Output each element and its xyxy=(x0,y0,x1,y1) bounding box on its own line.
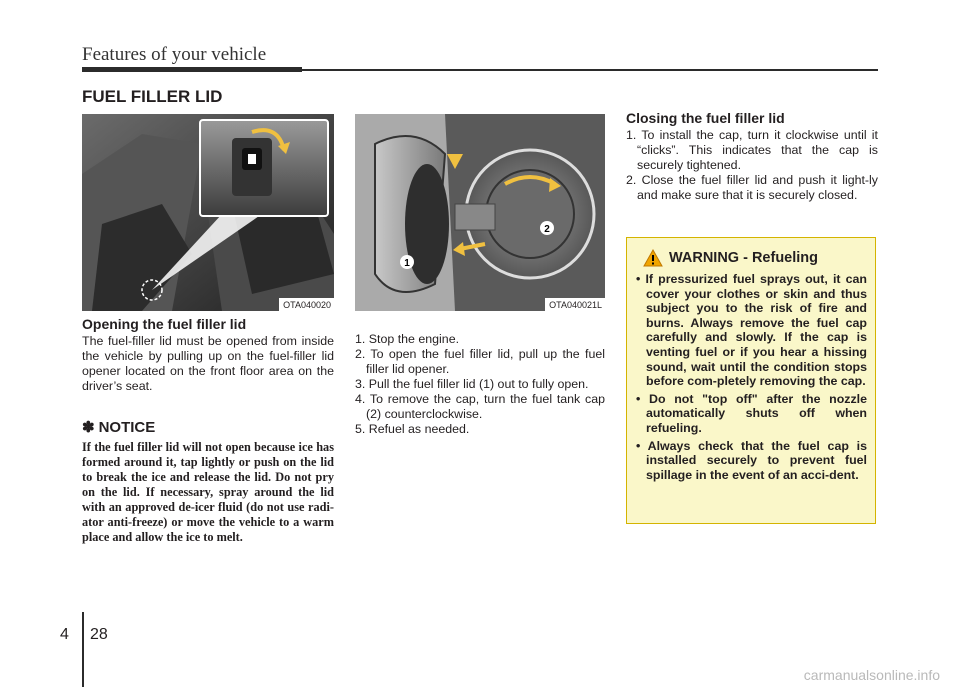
warning-heading xyxy=(643,249,875,267)
warning-list xyxy=(633,272,867,482)
header-rule xyxy=(300,69,878,71)
step-item: 3. Pull the fuel filler lid (1) out to fully open. xyxy=(355,377,589,391)
chapter-number: 4 xyxy=(60,626,69,643)
fuel-lid-photo xyxy=(355,114,605,311)
step-item: 2. Close the fuel filler lid and push it light-ly and make sure that it is securely closed. xyxy=(626,173,878,202)
step-item: 2. To open the fuel filler lid, pull up the fuel filler lid opener. xyxy=(355,347,605,376)
closing-section xyxy=(626,110,878,203)
opening-body: The fuel-filler lid must be opened from inside the vehicle by pulling up on the fuel-filler lid opener located on the front floor area on the driver’s seat. xyxy=(82,334,334,393)
fuel-opener-illustration xyxy=(82,114,334,311)
fuel-lid-illustration xyxy=(355,114,605,311)
warning-box xyxy=(626,237,876,524)
page-number: 28 xyxy=(90,626,108,643)
opening-heading: Opening the fuel filler lid xyxy=(82,316,247,332)
figure-code: OTA040020 xyxy=(279,298,334,311)
fuel-opener-photo xyxy=(82,114,334,311)
warning-title: WARNING - Refueling xyxy=(669,250,819,266)
closing-heading: Closing the fuel filler lid xyxy=(626,110,785,126)
closing-steps xyxy=(626,128,878,203)
warning-item: • If pressurized fuel sprays out, it can cover your clothes or skin and thus subject you to the risk of fire and burns. Always remove the fuel cap carefully and slowly. If the cap is venting fuel or if you hear a hissing sound, wait until the condition stops before com-pletely removing the cap. xyxy=(636,272,867,389)
opening-section xyxy=(82,316,334,545)
warning-item: • Do not "top off" after the nozzle automatically shuts off when refueling. xyxy=(636,391,867,435)
opening-steps xyxy=(355,332,605,437)
figure-code: OTA040021L xyxy=(545,298,605,311)
step-item: 5. Refuel as needed. xyxy=(355,422,470,436)
notice-title: NOTICE xyxy=(98,418,156,436)
notice-body: If the fuel filler lid will not open because ice has formed around it, tap lightly or push on the lid to break the ice and release the lid. Do not pry on the lid. If necessary, spray around the lid with an approved de-icer fluid (do not use radi-ator anti-freeze) or move the vehicle to a warm place and allow the ice to melt. xyxy=(82,440,334,544)
notice-heading xyxy=(82,418,334,436)
step-item: 1. To install the cap, turn it clockwise until it “clicks”. This indicates that the cap is securely tightened. xyxy=(626,128,878,172)
running-header: Features of your vehicle xyxy=(82,44,267,65)
footer-divider xyxy=(82,612,84,687)
step-item: 4. To remove the cap, turn the fuel tank cap (2) counterclockwise. xyxy=(355,392,605,421)
notice-star-icon: ✽ xyxy=(82,419,95,436)
watermark: carmanualsonline.info xyxy=(803,667,940,683)
step-item: 1. Stop the engine. xyxy=(355,332,460,346)
steps-section xyxy=(355,332,605,437)
callout-2: 2 xyxy=(544,224,550,235)
section-title: FUEL FILLER LID xyxy=(82,87,223,106)
warning-icon xyxy=(643,249,663,267)
header-bar xyxy=(82,67,302,72)
callout-1: 1 xyxy=(404,258,410,269)
warning-item: • Always check that the fuel cap is installed securely to prevent fuel spillage in the event of an acci-dent. xyxy=(636,438,867,482)
